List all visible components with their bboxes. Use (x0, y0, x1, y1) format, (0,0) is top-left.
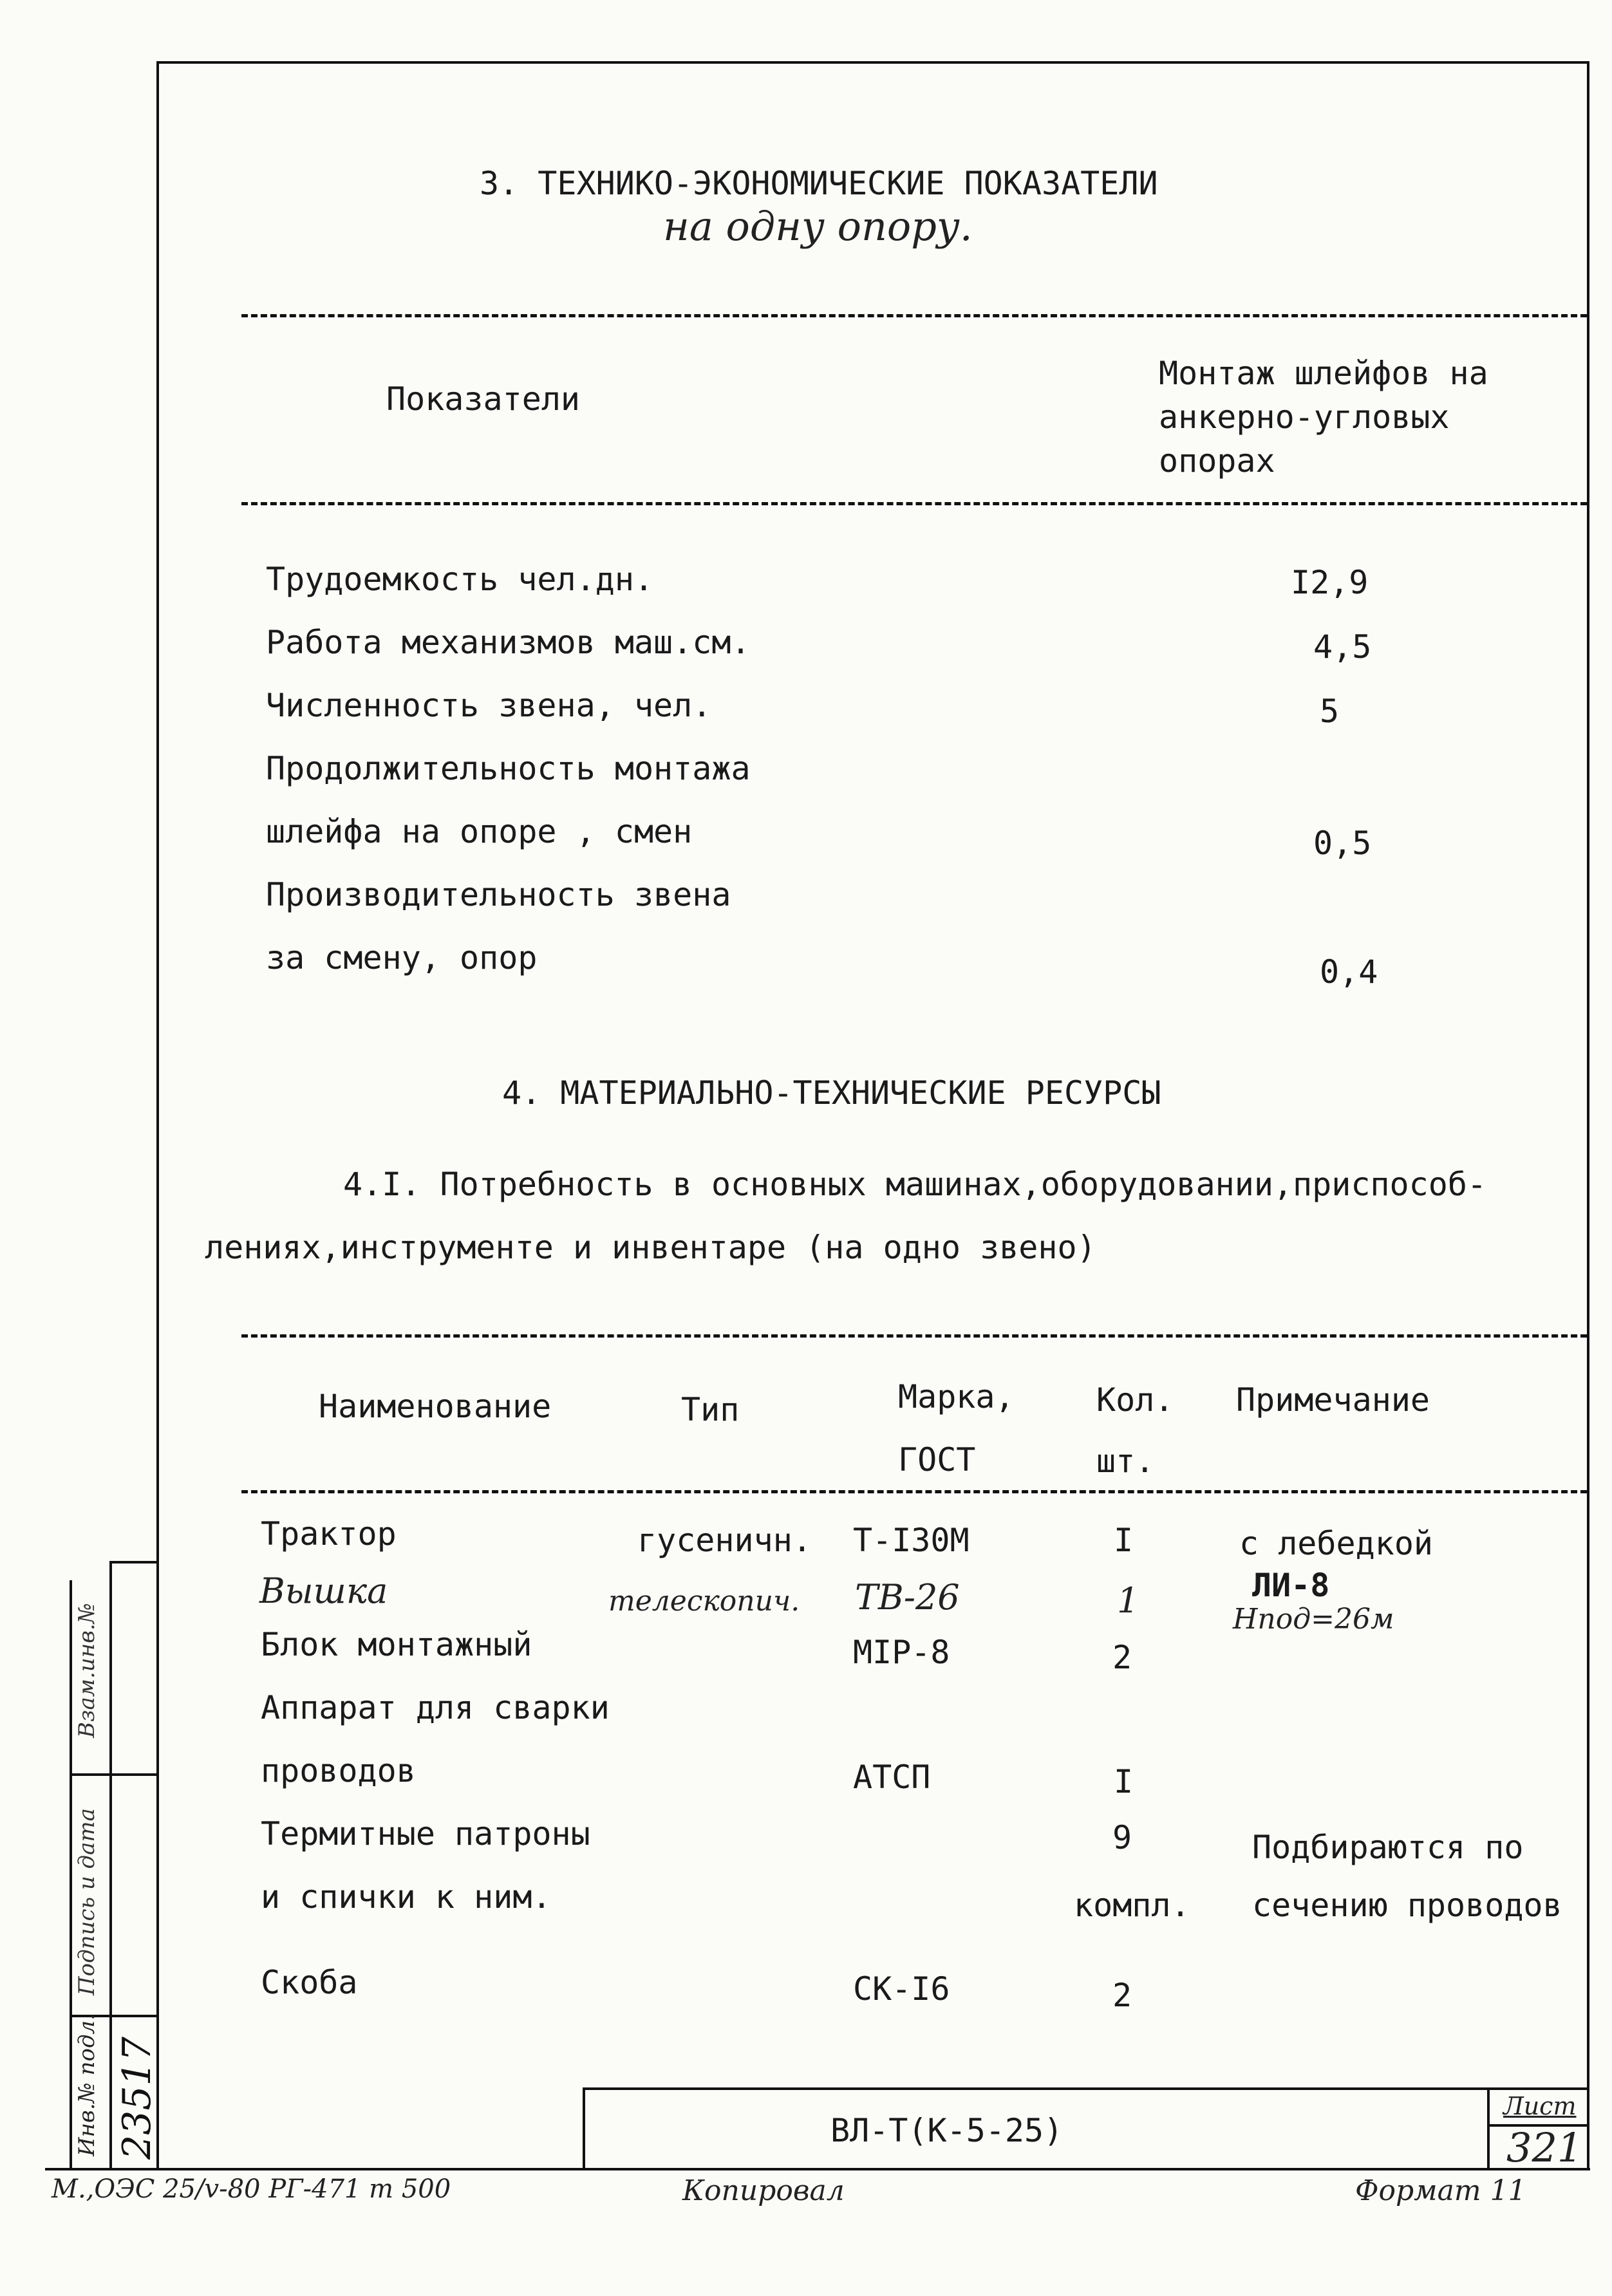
frame-left-border (156, 61, 159, 2169)
resource-mark: МIР-8 (853, 1634, 950, 1671)
resource-name: проводов (261, 1752, 416, 1789)
resource-mark: Т-I30М (853, 1522, 970, 1559)
title-block (583, 2087, 1589, 2170)
col-header-type: Тип (681, 1391, 740, 1428)
indicator-label: за смену, опор (266, 939, 538, 976)
side-stamp-divider-1 (70, 1773, 158, 1776)
table1-header-indicators: Показатели (386, 380, 581, 418)
sheet-number: 321 (1506, 2124, 1583, 2171)
side-stamp-top (109, 1561, 158, 1563)
resource-note-handwritten: Нпод=26м (1233, 1603, 1394, 1636)
footer-print-info: М.,ОЭС 25/v-80 РГ-471 т 500 (52, 2174, 451, 2204)
resource-name: Трактор (261, 1515, 397, 1553)
footer-format: Формат 11 (1355, 2174, 1526, 2207)
resource-qty: 1 (1117, 1580, 1139, 1621)
section4-paragraph-line2: лениях,инструменте и инвентаре (на одно звено) (205, 1229, 1096, 1266)
resource-mark: ТВ-26 (855, 1577, 960, 1618)
resource-name: и спички к ним. (261, 1878, 552, 1916)
indicator-label: Продолжительность монтажа (266, 750, 751, 787)
table2-top-rule (241, 1334, 1587, 1338)
col-header-note: Примечание (1236, 1381, 1430, 1419)
indicator-label: Трудоемкость чел.дн. (266, 561, 654, 598)
col-header-mark: Марка, (898, 1378, 1015, 1415)
col-header-gost: ГОСТ (898, 1441, 976, 1479)
indicator-value: I2,9 (1291, 564, 1369, 601)
indicator-label: шлейфа на опоре , смен (266, 813, 693, 850)
indicator-label: Численность звена, чел. (266, 687, 712, 724)
document-code: ВЛ-Т(К-5-25) (830, 2112, 1064, 2149)
frame-top-border (156, 61, 1589, 64)
resource-note: с лебедкой (1239, 1525, 1434, 1562)
resource-mark: АТСП (853, 1759, 931, 1796)
footer-copied-by: Копировал (682, 2174, 845, 2207)
resource-qty: компл. (1074, 1887, 1190, 1924)
resource-qty: 2 (1112, 1639, 1132, 1676)
resource-qty: 9 (1112, 1819, 1132, 1856)
indicator-value: 0,5 (1313, 825, 1372, 862)
resource-name: Термитные патроны (261, 1815, 590, 1853)
col-header-qty: Кол. (1096, 1381, 1174, 1419)
resource-mark: СК-I6 (853, 1970, 950, 2008)
frame-right-border (1587, 61, 1589, 2169)
resource-note: Подбираются по (1252, 1829, 1524, 1866)
resource-type: телескопич. (608, 1585, 800, 1618)
title-block-divider (1487, 2087, 1490, 2169)
indicator-value: 4,5 (1313, 628, 1372, 666)
table2-header-rule (241, 1490, 1587, 1493)
section3-subtitle-handwritten: на одну опору. (663, 203, 973, 250)
table1-top-rule (241, 314, 1587, 317)
table1-header-right-line1: Монтаж шлейфов на (1159, 355, 1488, 392)
indicator-value: 0,4 (1320, 953, 1378, 991)
resource-name: Аппарат для сварки (261, 1689, 610, 1726)
col-header-unit: шт. (1096, 1442, 1155, 1480)
table1-header-rule (241, 502, 1587, 505)
section4-title: 4. МАТЕРИАЛЬНО-ТЕХНИЧЕСКИЕ РЕСУРСЫ (502, 1074, 1161, 1112)
resource-note: ЛИ-8 (1252, 1567, 1330, 1604)
table1-header-right-line3: опорах (1159, 442, 1275, 480)
side-inv-number: 23517 (115, 2037, 160, 2160)
col-header-name: Наименование (319, 1388, 552, 1425)
side-stamp-outer-edge (70, 1580, 72, 2169)
resource-name: Вышка (259, 1571, 388, 1611)
table1-header-right-line2: анкерно-угловых (1159, 398, 1450, 436)
side-stamp-left-edge (109, 1561, 112, 2169)
indicator-label: Производительность звена (266, 876, 731, 913)
sheet-label: Лист (1503, 2092, 1577, 2120)
section4-paragraph-line1: 4.I. Потребность в основных машинах,оборудовании,приспособ- (343, 1166, 1487, 1203)
section3-title: 3. ТЕХНИКО-ЭКОНОМИЧЕСКИЕ ПОКАЗАТЕЛИ (480, 165, 1158, 202)
indicator-label: Работа механизмов маш.см. (266, 624, 751, 661)
resource-name: Скоба (261, 1964, 358, 2001)
resource-note: сечению проводов (1252, 1887, 1562, 1924)
side-inv-label: Инв.№ подл. (74, 2013, 100, 2156)
resource-qty: I (1114, 1522, 1134, 1559)
side-swap-label: Взам.инв.№ (74, 1603, 100, 1738)
resource-qty: 2 (1112, 1977, 1132, 2014)
side-sign-label: Подпись и дата (74, 1808, 100, 1995)
resource-type: гусеничн. (637, 1522, 812, 1559)
indicator-value: 5 (1320, 693, 1340, 730)
resource-qty: I (1114, 1763, 1134, 1800)
resource-name: Блок монтажный (261, 1626, 532, 1663)
